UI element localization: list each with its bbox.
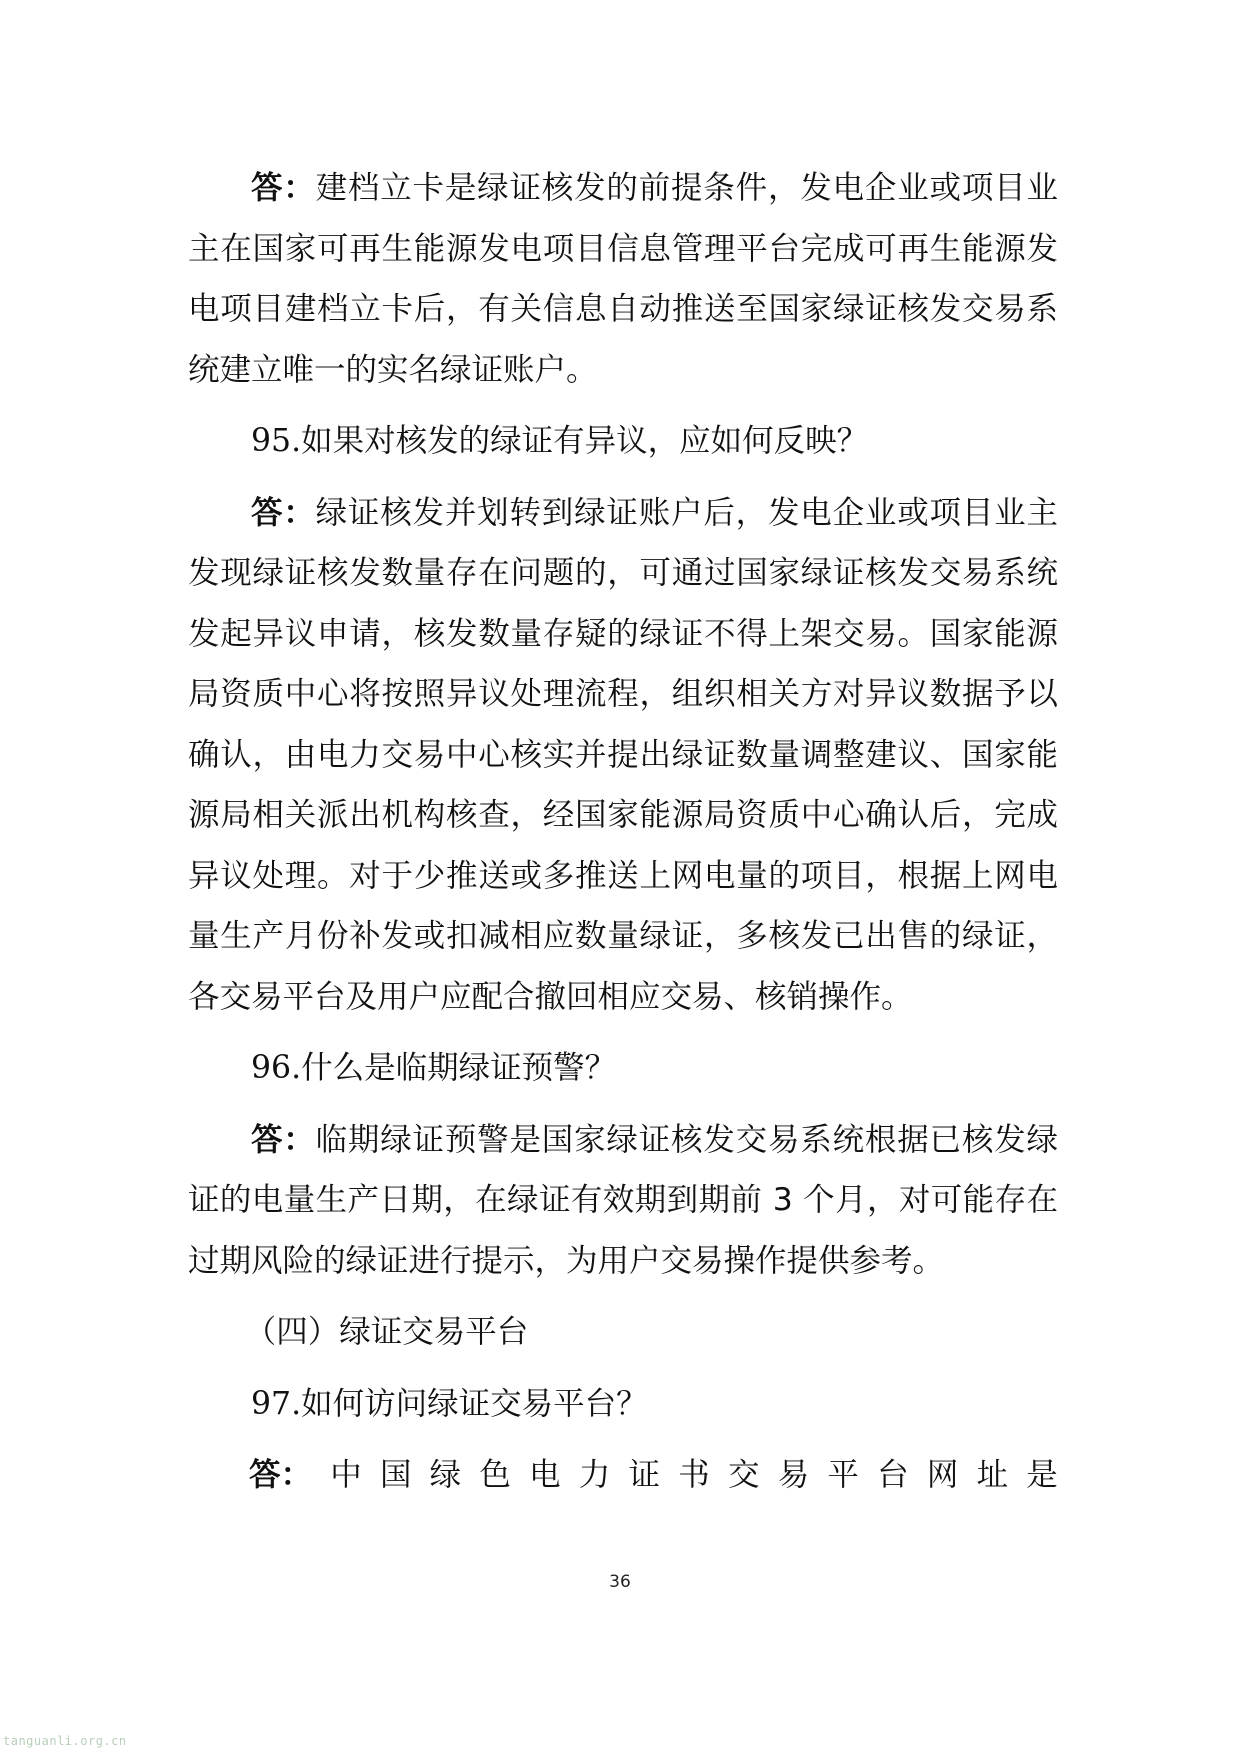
question-number: 95. <box>251 423 302 459</box>
answer-char: 证 <box>628 1457 661 1493</box>
answer-char: 平 <box>827 1457 859 1493</box>
answer-char: 力 <box>578 1457 611 1493</box>
answer-char: 址 <box>976 1457 1009 1493</box>
answer-96 <box>188 1110 1058 1292</box>
answer-label: 答： <box>251 1121 316 1158</box>
answer-char: 色 <box>479 1457 511 1493</box>
answer-94 <box>188 158 1058 400</box>
question-text: 什么是临期绿证预警？ <box>301 1050 617 1086</box>
answer-label: 答： <box>251 494 316 531</box>
document-body <box>188 158 1058 1506</box>
answer-char: 台 <box>877 1457 909 1493</box>
answer-97 <box>188 1445 1058 1506</box>
question-97 <box>188 1374 1058 1435</box>
answer-char: 书 <box>678 1457 710 1493</box>
answer-text: 建档立卡是绿证核发的前提条件，发电企业或项目业主在国家可再生能源发电项目信息管理平台完成可再生能源发电项目建档立卡后，有关信息自动推送至国家绿证核发交易系统建立唯一的实名绿证账户。 <box>188 170 1058 388</box>
question-number: 96. <box>251 1050 302 1086</box>
answer-char: 绿 <box>429 1457 462 1493</box>
answer-char: 交 <box>727 1457 760 1493</box>
answer-char: 中 <box>330 1457 362 1493</box>
answer-char: 是 <box>1026 1457 1058 1493</box>
answer-char: 易 <box>777 1457 810 1493</box>
question-text: 如何访问绿证交易平台？ <box>301 1385 648 1422</box>
answer-label: 答： <box>249 1457 313 1493</box>
answer-text: 临期绿证预警是国家绿证核发交易系统根据已核发绿证的电量生产日期，在绿证有效期到期前 3 个月，对可能存在过期风险的绿证进行提示，为用户交易操作提供参考。 <box>188 1121 1058 1279</box>
section-heading-4: （四）绿证交易平台 <box>244 1314 529 1350</box>
answer-label: 答： <box>251 170 316 206</box>
answer-text: 绿证核发并划转到绿证账户后，发电企业或项目业主发现绿证核发数量存在问题的，可通过国家绿证核发交易系统发起异议申请，核发数量存疑的绿证不得上架交易。国家能源局资质中心将按照异议处理流程，组织相关方对异议数据予以确认，由电力交易中心核实并提出绿证数量调整建议、国家能源局相关派出机构核查，经国家能源局资质中心确认后，完成异议处理。对于少推送或多推送上网电量的项目，根据上网电量生产月份补发或扣减相应数量绿证，多核发已出售的绿证，各交易平台及用户应配合撤回相应交易、核销操作。 <box>188 494 1058 1015</box>
question-96 <box>188 1038 1058 1099</box>
question-text: 如果对核发的绿证有异议，应如何反映？ <box>301 423 869 459</box>
question-number: 97. <box>251 1385 302 1422</box>
answer-95 <box>188 483 1058 1028</box>
question-95 <box>188 411 1058 472</box>
answer-char: 国 <box>379 1457 412 1493</box>
answer-char: 网 <box>926 1457 959 1493</box>
page-number: 36 <box>609 1572 631 1592</box>
watermark: tanguanli.org.cn <box>3 1734 127 1748</box>
answer-char: 电 <box>529 1457 561 1493</box>
